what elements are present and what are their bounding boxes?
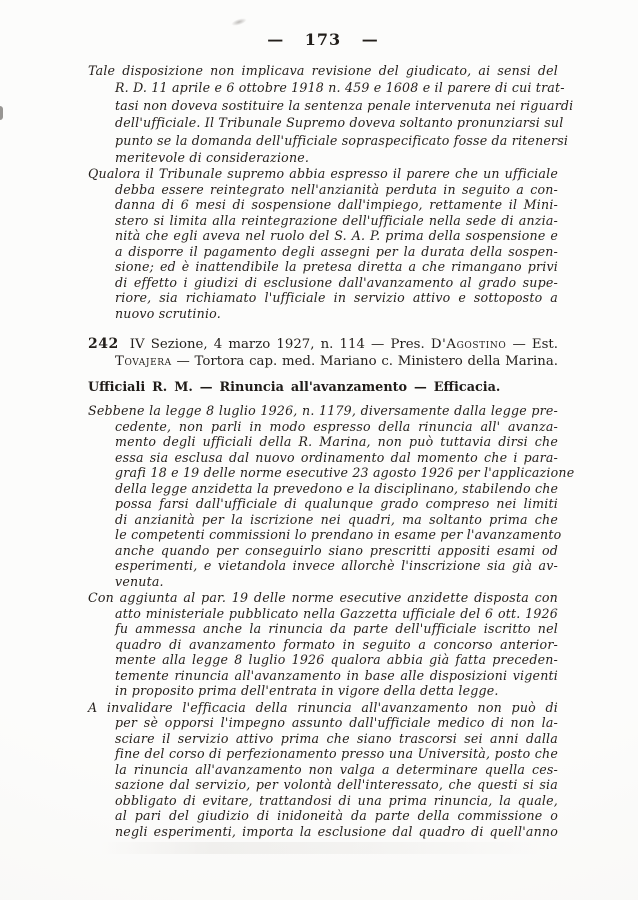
syllabus-section [88,62,574,321]
case-heading-block [88,336,558,396]
printed-line: Con aggiunta al par. 19 delle norme esecutive anzidette disposta con [88,590,558,606]
printed-line: Sebbene la legge 8 luglio 1926, n. 1179, diversamente dalla legge pre- [88,403,558,419]
printed-line: fu ammessa anche la rinuncia da parte dell'ufficiale iscritto nel [115,621,558,637]
printed-line: grafi 18 e 19 delle norme esecutive 23 agosto 1926 per l'applicazione [115,465,575,481]
printed-line: quadro di avanzamento formato in seguito a concorso anterior- [115,636,558,652]
syllabus-paragraph-2 [88,166,558,321]
estensore-name: Tovajera [115,354,172,370]
printed-line: possa farsi dall'ufficiale di qualunque grado compreso nei limiti [115,496,558,512]
printed-line: a disporre il pagamento degli assegni per la durata della sospen- [115,243,558,259]
printed-line: dell'ufficiale. Il Tribunale Supremo doveva soltanto pronunziarsi sul [115,115,564,131]
printed-line: punto se la domanda dell'ufficiale sopraspecificato fosse da ritenersi [115,132,569,148]
printed-line: sione; ed è inattendibile la pretesa diretta a che rimangano privi [115,259,558,275]
printed-line: al pari del giudizio di inidoneità da parte della commissione o [115,808,558,824]
printed-line: temente rinuncia all'avanzamento in base alle disposizioni vigenti [115,667,558,683]
printed-line: esperimenti, e vietandola invece allorchè l'inscrizione sia già av- [115,558,558,574]
case-citation-line-2 [88,354,558,371]
printed-line: danna di 6 mesi di sospensione dall'impiego, rettamente il Mini- [115,197,558,213]
president-name: D'Agostino [430,337,507,353]
printed-line: R. D. 11 aprile e 6 ottobre 1918 n. 459 e 1608 e il parere di cui trat- [115,80,565,96]
printed-line: di anzianità per la iscrizione nei quadri, ma soltanto prima che [115,511,558,527]
case-headnote: Ufficiali R. M. — Rinuncia all'avanzamento — Efficacia. [88,380,501,396]
printed-line: mente alla legge 8 luglio 1926 qualora abbia già fatta preceden- [115,652,558,668]
printed-line: meritevole di considerazione. [115,150,310,166]
printed-line: anche quando per conseguirlo siano prescritti appositi esami od [115,542,558,558]
printed-line: Qualora il Tribunale supremo abbia espresso il parere che un ufficiale [88,166,558,182]
holding-paragraph-2 [88,590,558,699]
case-parties-text: — Tortora cap. med. Mariano c. Ministero della Marina. [171,354,558,370]
printed-line: Tale disposizione non implicava revisione del giudicato, ai sensi del [88,63,558,78]
printed-line: sciare il servizio attivo prima che siano trascorsi sei anni dalla [115,730,558,746]
printed-line: nità che egli aveva nel ruolo del S. A. P. prima della sospensione e [115,228,558,244]
holding-paragraph-1 [88,403,575,589]
case-number: 242 [88,336,119,353]
printed-line: essa sia esclusa dal nuovo ordinamento dal momento che i para- [115,449,558,465]
printed-line: riore, sia richiamato l'ufficiale in servizio attivo e sottoposto a [115,290,558,306]
printed-line: in proposito prima dell'entrata in vigore della detta legge. [115,683,499,699]
page-number-header: — 173 — [267,30,379,49]
printed-line: A invalidare l'efficacia della rinuncia all'avanzamento non può di [88,699,558,715]
printed-line: fine del corso di perfezionamento presso una Università, posto che [115,746,558,762]
printed-line: per sè opporsi l'impegno assunto dall'ufficiale medico di non la- [115,715,558,731]
printed-line: debba essere reintegrato nell'anzianità perduta in seguito a con- [115,181,558,197]
printed-line: la rinuncia all'avanzamento non valga a determinare quella ces- [115,761,558,777]
printed-line: stero si limita alla reintegrazione dell'ufficiale nella sede di anzia- [115,212,558,228]
case-citation-text: — Est. [506,337,558,353]
syllabus-paragraph-1 [88,62,574,166]
printed-line: tasi non doveva sostituire la sentenza penale intervenuta nei riguardi [115,97,574,113]
scan-smudge-artifact [230,17,247,28]
printed-line: cedente, non parli in modo espresso della rinuncia all' avanza- [115,418,558,434]
text-block [88,30,575,839]
case-citation-text: IV Sezione, 4 marzo 1927, n. 114 — Pres. [129,337,431,353]
printed-line: mento degli ufficiali della R. Marina, non può tuttavia dirsi che [115,434,558,450]
printed-line: sazione dal servizio, per volontà dell'interessato, che questi si sia [115,777,558,793]
scan-haze-artifact [100,842,550,854]
case-citation-line-1 [88,336,558,354]
printed-line: di effetto i giudizi di esclusione dall'avanzamento al grado supe- [115,274,558,290]
printed-line: le competenti commissioni lo prendano in esame per l'avanzamento [115,527,562,543]
printed-line: obbligato di evitare, trattandosi di una prima rinuncia, la quale, [115,792,558,808]
printed-line: nuovo scrutinio. [115,305,221,321]
printed-line: venuta. [115,573,164,589]
printed-line: atto ministeriale pubblicato nella Gazzetta ufficiale del 6 ott. 1926 [115,605,558,621]
scan-edge-artifact [0,106,3,120]
holding-paragraph-3 [88,700,558,840]
holdings-section [88,403,575,839]
printed-line: della legge anzidetta la prevedono e la disciplinano, stabilendo che [115,480,559,496]
printed-line: negli esperimenti, importa la esclusione dal quadro di quell'anno [115,823,558,839]
